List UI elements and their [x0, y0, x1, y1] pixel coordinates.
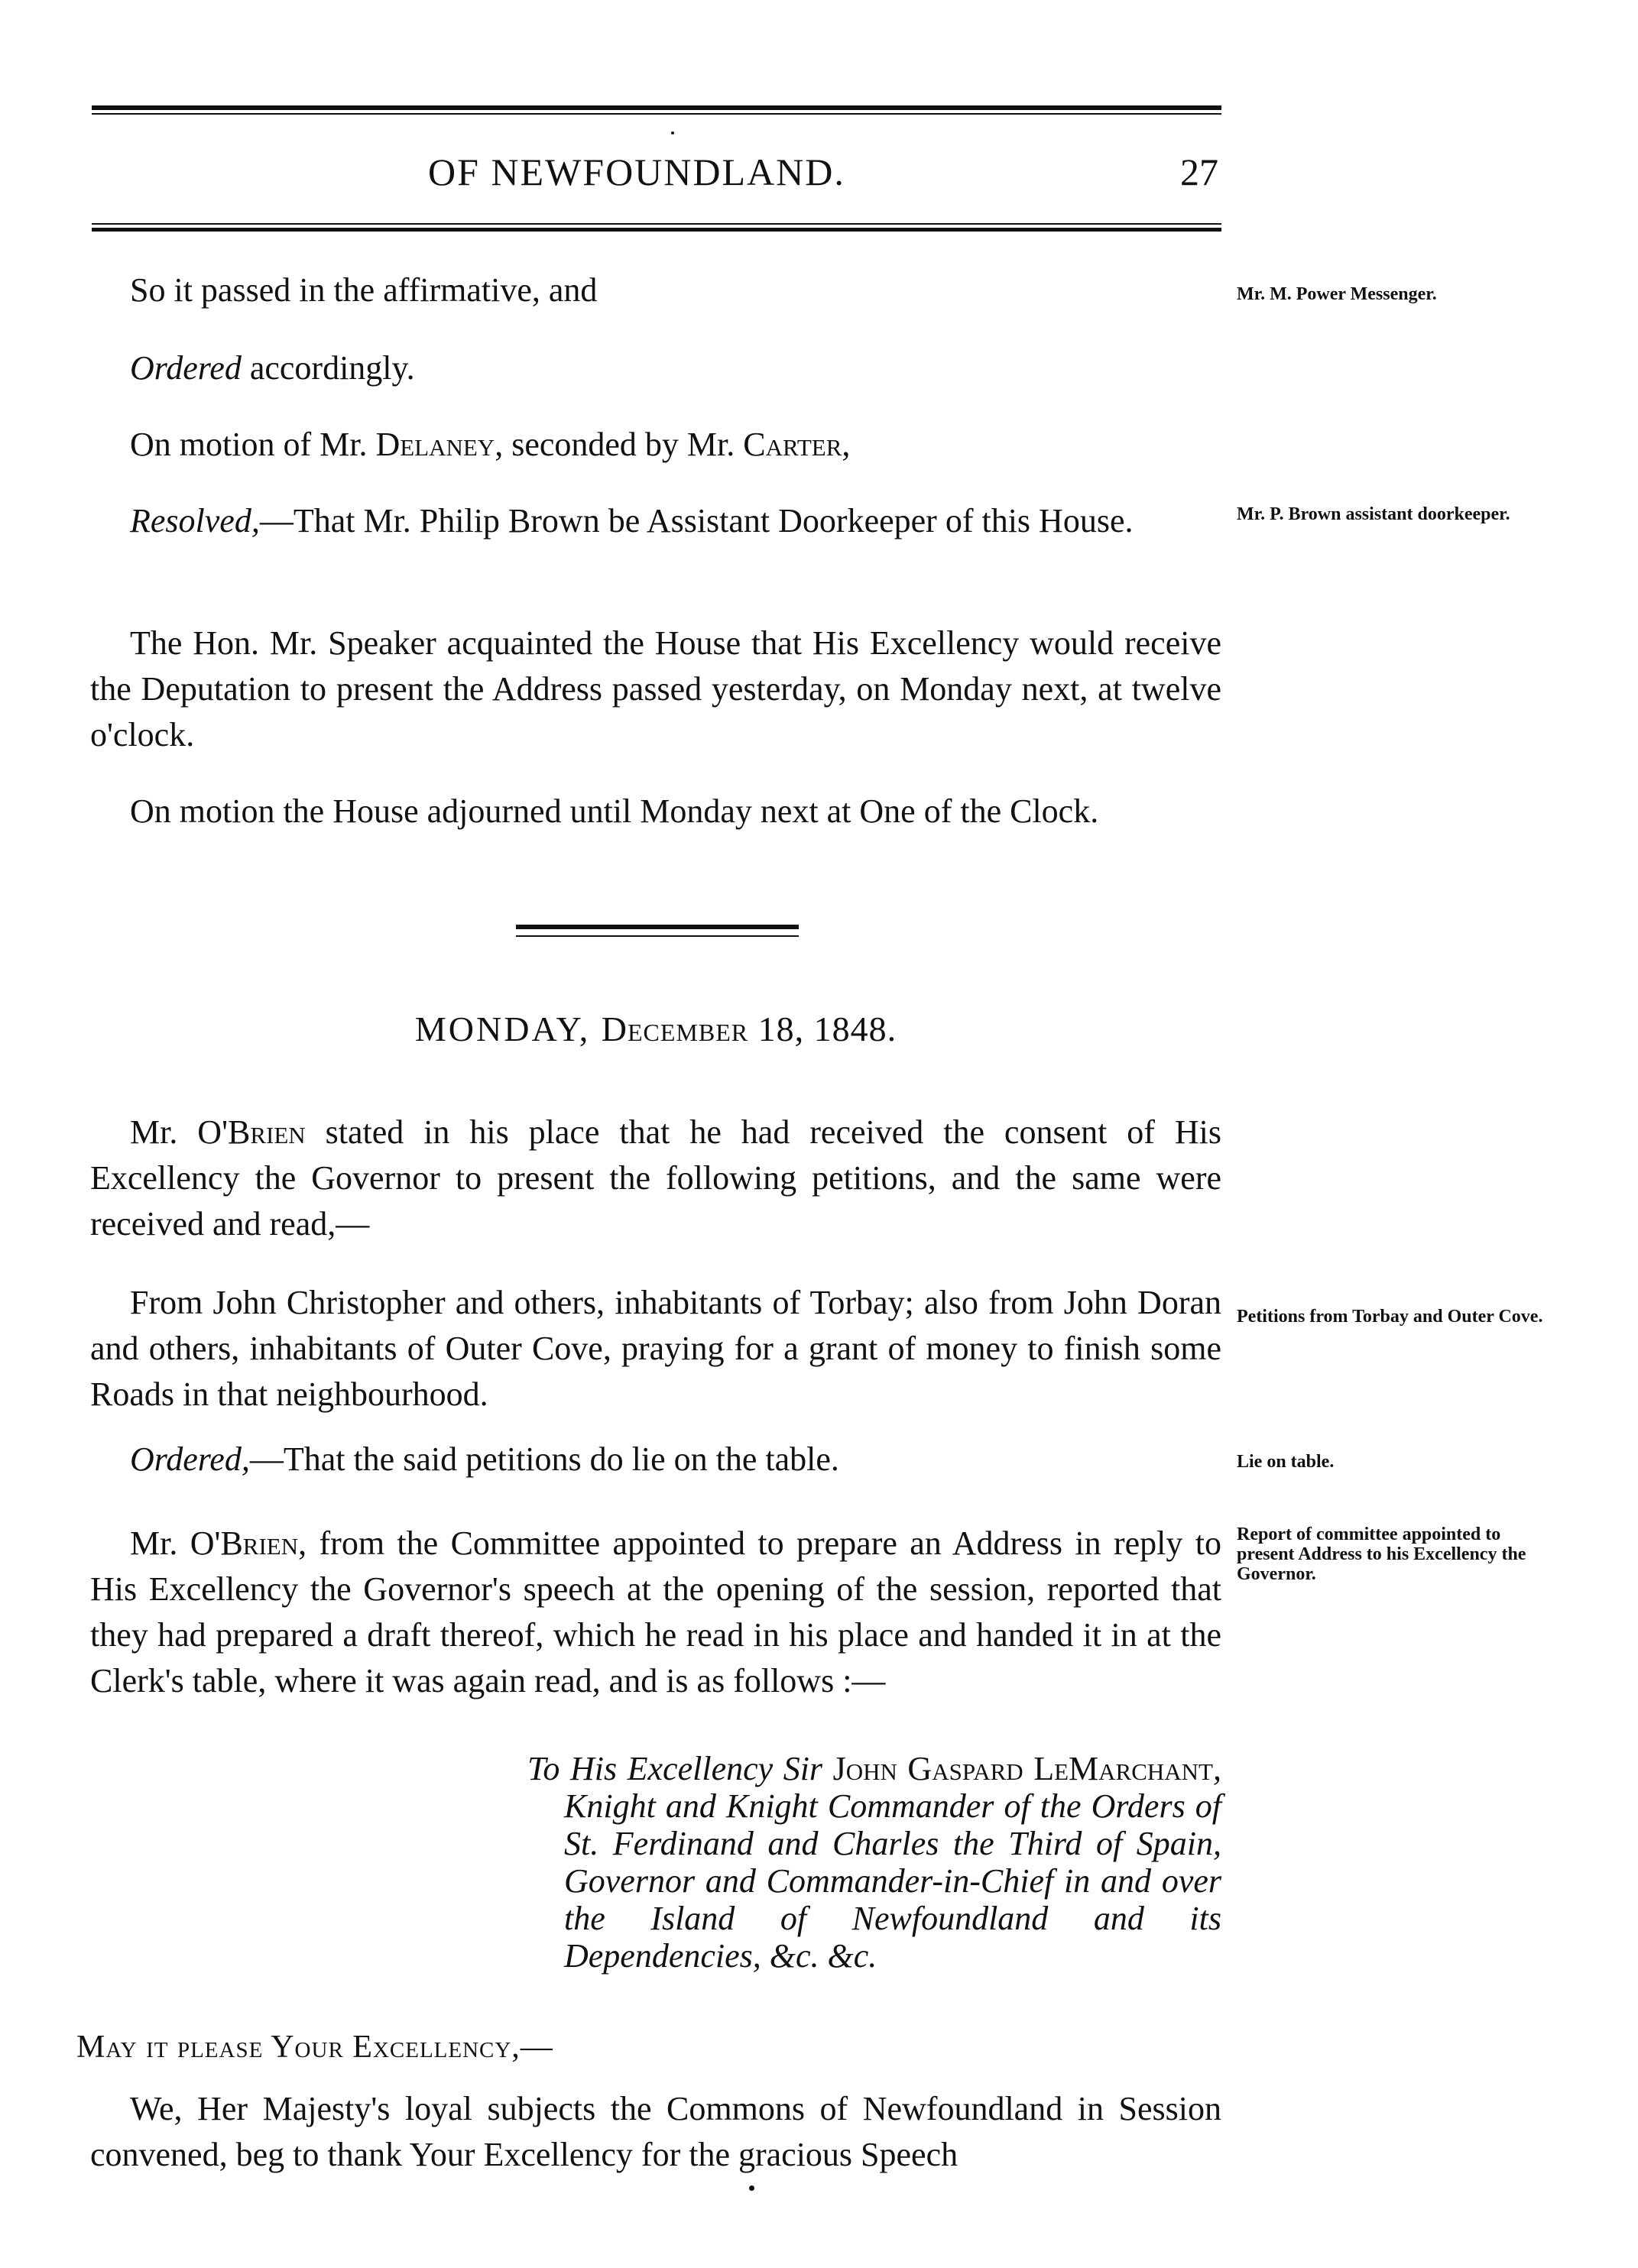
- header-rule-top: [92, 105, 1221, 110]
- header-rule-top-thin: [92, 113, 1221, 115]
- salutation: May it please Your Excellency,—: [76, 2030, 553, 2065]
- paragraph-torbay-petitions: From John Christopher and others, inhabitants of Torbay; also from John Doran and others, inhabitants of Outer Cove, praying for a grant of money to finish some Roads in that neighbourhood.: [90, 1284, 1221, 1413]
- header-rule-bottom: [92, 223, 1221, 225]
- paragraph-obrien-petitions: Mr. O'Brien stated in his place that he had received the consent of His Excellency the Governor to present the following petitions, and the same were received and read,—: [90, 1113, 1221, 1243]
- margin-note-committee-report: Report of committee appointed to present Address to his Excellency the Governor.: [1237, 1524, 1526, 1584]
- paragraph-speaker-deputation: The Hon. Mr. Speaker acquainted the House that His Excellency would receive the Deputation to present the Address passed yesterday, on Monday next, at twelve o'clock.: [90, 624, 1221, 753]
- paragraph-ordered-accordingly: Ordered accordingly.: [130, 349, 415, 387]
- dateline-monday: MONDAY, December 18, 1848.: [414, 1009, 897, 1048]
- paragraph-motion-delaney: On motion of Mr. Delaney, seconded by Mr. Carter,: [130, 426, 851, 463]
- paragraph-resolved-brown: Resolved,—That Mr. Philip Brown be Assistant Doorkeeper of this House.: [130, 502, 1134, 539]
- margin-note-lie-on-table: Lie on table.: [1237, 1452, 1335, 1472]
- header-rule-bottom-thick: [92, 228, 1221, 232]
- section-divider-thick: [516, 925, 799, 929]
- margin-note-messenger: Mr. M. Power Messenger.: [1237, 284, 1437, 304]
- paragraph-affirmative: So it passed in the affirmative, and: [130, 271, 598, 309]
- address-superscription: To His Excellency Sir John Gaspard LeMarchant, Knight and Knight Commander of the Orders of St. Ferdinand and Charles the Third of Spain, Governor and Commander-in-Chief in and over the Island of Newfoundland and its Dependencies, &c. &c.: [527, 1750, 1221, 1975]
- margin-note-doorkeeper: Mr. P. Brown assistant doorkeeper.: [1237, 504, 1510, 524]
- page-number: 27: [1180, 151, 1218, 193]
- paragraph-adjourned: On motion the House adjourned until Monday next at One of the Clock.: [130, 792, 1099, 830]
- paragraph-commons-thanks: We, Her Majesty's loyal subjects the Commons of Newfoundland in Session convened, beg to thank Your Excellency for the gracious Speech: [90, 2090, 1221, 2173]
- print-speck: [749, 2185, 754, 2191]
- margin-note-petitions: Petitions from Torbay and Outer Cove.: [1237, 1307, 1543, 1327]
- print-speck: [671, 131, 674, 134]
- section-divider-thin: [516, 935, 799, 937]
- paragraph-committee-report: Mr. O'Brien, from the Committee appointed to prepare an Address in reply to His Excellency the Governor's speech at the opening of the session, reported that they had prepared a draft thereof, which he read in his place and handed it in at the Clerk's table, where it was again read, and is as follows :—: [90, 1524, 1221, 1699]
- running-head: OF NEWFOUNDLAND.: [428, 151, 845, 193]
- paragraph-lie-on-table: Ordered,—That the said petitions do lie on the table.: [130, 1440, 839, 1478]
